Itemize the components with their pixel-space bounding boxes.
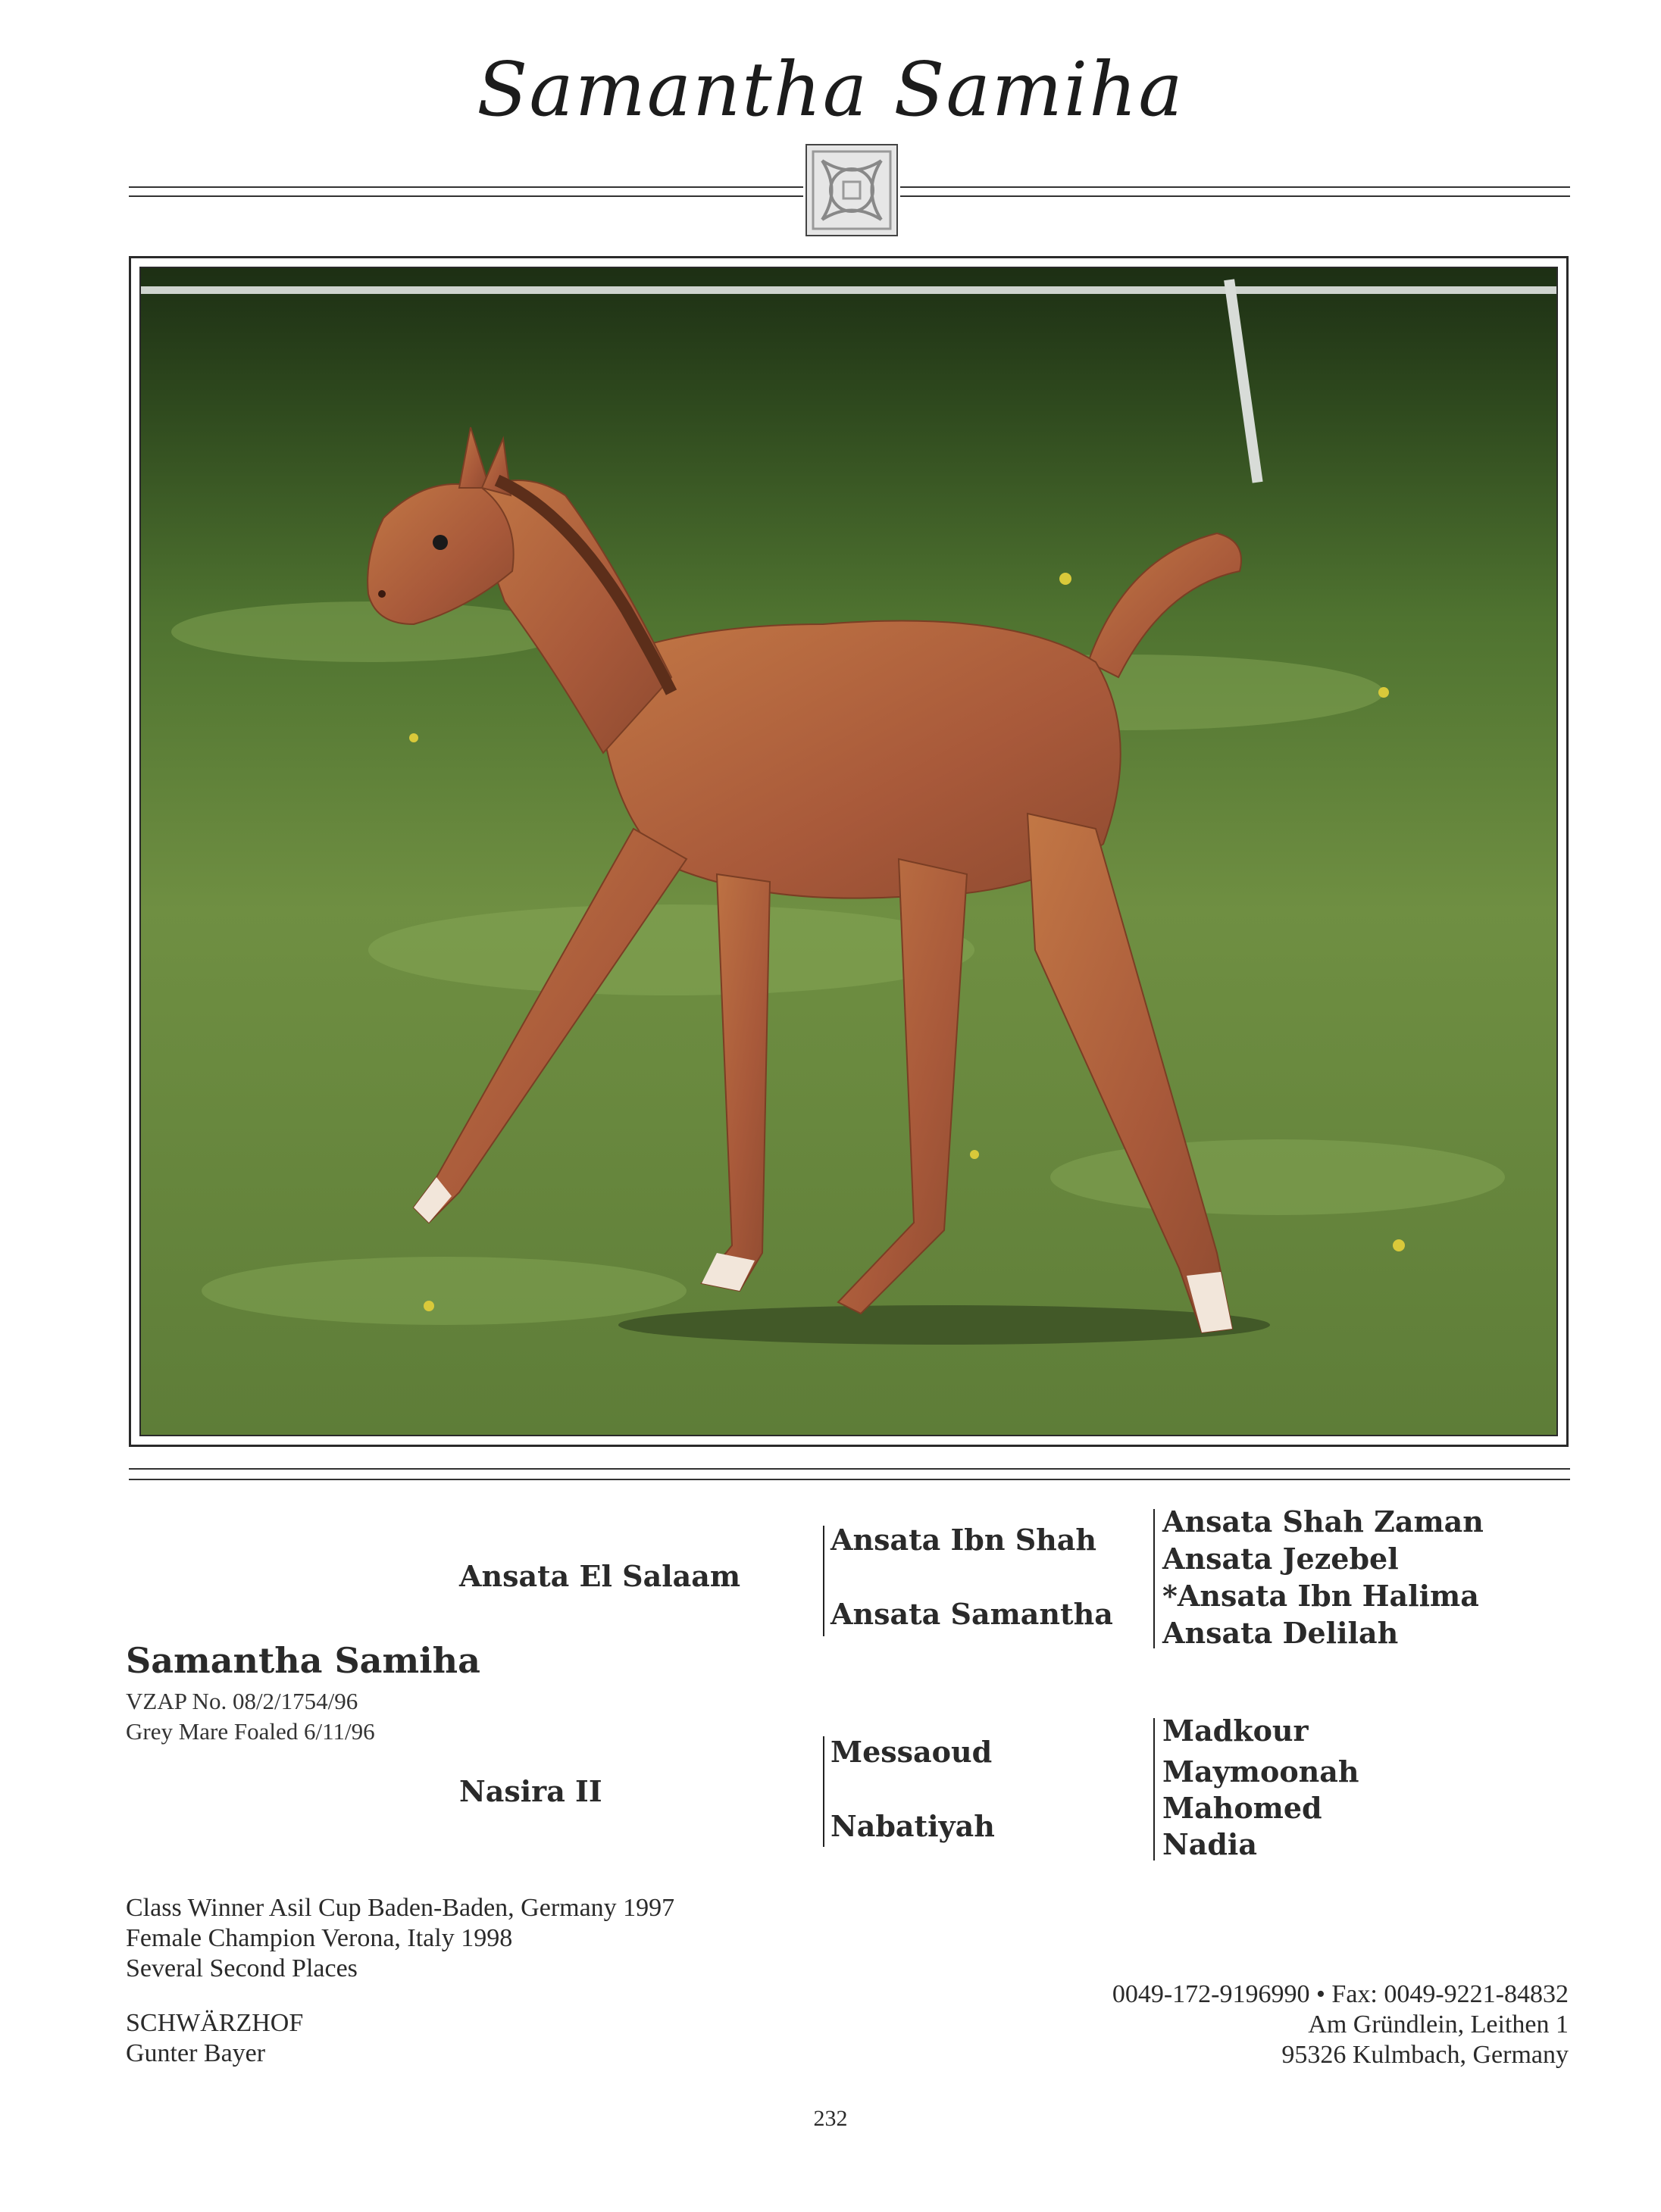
gen3-name: Nadia: [1162, 1827, 1257, 1861]
foal-photo: [139, 267, 1558, 1436]
gen3-lower-bracket: [1153, 1718, 1155, 1861]
address-street: Am Gründlein, Leithen 1: [1308, 2010, 1569, 2039]
sire-dam-name: Ansata Samantha: [830, 1597, 1113, 1631]
sire-name: Ansata El Salaam: [459, 1559, 741, 1593]
gen3-name: Mahomed: [1162, 1791, 1322, 1825]
achievement-item: Several Second Places: [126, 1954, 358, 1982]
page-number: 232: [813, 2106, 848, 2131]
gen3-name: Ansata Jezebel: [1162, 1542, 1399, 1576]
horse-name: Samantha Samiha: [126, 1640, 480, 1681]
photo-rule-top: [129, 1468, 1570, 1470]
dam-dam-name: Nabatiyah: [830, 1809, 995, 1843]
photo-rule-bottom: [129, 1479, 1570, 1480]
dam-name: Nasira II: [459, 1774, 602, 1808]
title-rule-right-top: [900, 186, 1570, 188]
farm-name: SCHWÄRZHOF: [126, 2009, 304, 2037]
gen3-name: Ansata Shah Zaman: [1162, 1504, 1484, 1539]
gen3-name: Maymoonah: [1162, 1754, 1359, 1789]
owner-name: Gunter Bayer: [126, 2039, 266, 2067]
celtic-knot-ornament: [805, 144, 898, 236]
gen3-name: *Ansata Ibn Halima: [1162, 1579, 1479, 1613]
horse-description: Grey Mare Foaled 6/11/96: [126, 1718, 375, 1745]
gen3-upper-bracket: [1153, 1509, 1155, 1648]
title-rule-right-bottom: [900, 195, 1570, 197]
phone-fax: 0049-172-9196990 • Fax: 0049-9221-84832: [1112, 1980, 1569, 2008]
gen3-name: Madkour: [1162, 1714, 1309, 1748]
dam-sire-name: Messaoud: [830, 1735, 993, 1769]
title-rule-left-bottom: [129, 195, 803, 197]
address-city: 95326 Kulmbach, Germany: [1281, 2041, 1569, 2069]
gen3-name: Ansata Delilah: [1162, 1616, 1399, 1650]
sire-line-bracket: [823, 1526, 824, 1636]
page-title: Samantha Samiha: [477, 47, 1184, 133]
dam-line-bracket: [823, 1736, 824, 1847]
registration-number: VZAP No. 08/2/1754/96: [126, 1688, 358, 1714]
title-rule-left-top: [129, 186, 803, 188]
achievement-item: Class Winner Asil Cup Baden-Baden, Germany 1997: [126, 1894, 675, 1922]
sire-sire-name: Ansata Ibn Shah: [830, 1523, 1097, 1557]
achievement-item: Female Champion Verona, Italy 1998: [126, 1924, 513, 1952]
